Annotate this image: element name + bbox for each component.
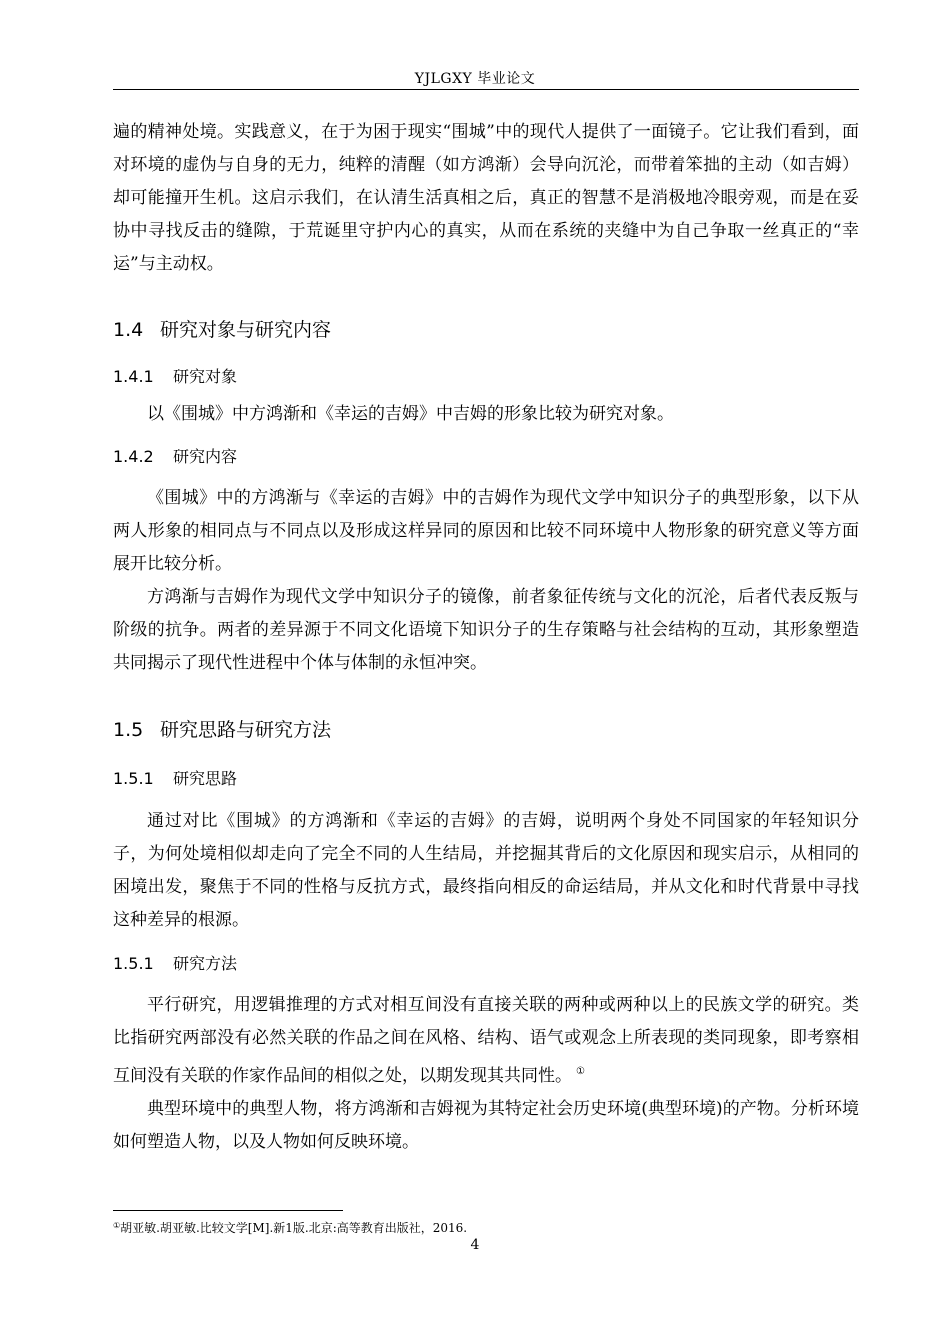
- page-body: [113, 116, 859, 1159]
- research-object-paragraph: 以《围城》中方鸿渐和《幸运的吉姆》中吉姆的形象比较为研究对象。: [147, 404, 674, 424]
- subsection-heading-1-4-1: [113, 364, 859, 390]
- subsection-number: 1.5.1: [113, 769, 154, 788]
- section-number: 1.4: [113, 319, 144, 341]
- footnote-marker: ①: [113, 1221, 121, 1230]
- subsection-heading-research-methods: [113, 951, 859, 977]
- section-title: 研究思路与研究方法: [160, 719, 332, 741]
- research-approach-paragraph: 通过对比《围城》的方鸿渐和《幸运的吉姆》的吉姆，说明两个身处不同国家的年轻知识分子，为何处境相似却走向了完全不同的人生结局，并挖掘其背后的文化原因和现实启示，从相同的困境出发，聚焦于不同的性格与反抗方式，最终指向相反的命运结局，并从文化和时代背景中寻找这种差异的根源。: [113, 811, 859, 930]
- subsection-heading-1-4-2: [113, 444, 859, 470]
- footnote-reference[interactable]: ①: [576, 1066, 585, 1077]
- subsection-heading-1-5-1: [113, 766, 859, 792]
- research-method-paragraph-2: 典型环境中的典型人物，将方鸿渐和吉姆视为其特定社会历史环境(典型环境)的产物。分析环境如何塑造人物，以及人物如何反映环境。: [113, 1099, 859, 1152]
- subsection-number: 1.4.1: [113, 367, 154, 386]
- research-content-paragraph-2: 方鸿渐与吉姆作为现代文学中知识分子的镜像，前者象征传统与文化的沉沦，后者代表反叛与阶级的抗争。两者的差异源于不同文化语境下知识分子的生存策略与社会结构的互动，其形象塑造共同揭示了现代性进程中个体与体制的永恒冲突。: [113, 587, 859, 673]
- footnote-text: 胡亚敏.胡亚敏.比较文学[M].新1版.北京:高等教育出版社，2016.: [120, 1221, 468, 1235]
- subsection-number: 1.5.1: [113, 954, 154, 973]
- subsection-title: 研究方法: [173, 954, 238, 973]
- section-title: 研究对象与研究内容: [160, 319, 332, 341]
- subsection-title: 研究内容: [173, 447, 238, 466]
- method-paragraph-text: 平行研究，用逻辑推理的方式对相互间没有直接关联的两种或两种以上的民族文学的研究。类比指研究两部没有必然关联的作品之间在风格、结构、语气或观念上所表现的类同现象，即考察相互间没有关联的作家作品间的相似之处，以期发现其共同性。: [113, 995, 859, 1086]
- subsection-title: 研究对象: [173, 367, 238, 386]
- section-heading-1-5: [113, 716, 859, 744]
- running-header: YJLGXY 毕业论文: [414, 71, 536, 87]
- page-number: 4: [470, 1237, 480, 1253]
- subsection-number: 1.4.2: [113, 447, 154, 466]
- subsection-title: 研究思路: [173, 769, 238, 788]
- intro-paragraph: 遍的精神处境。实践意义，在于为困于现实“围城”中的现代人提供了一面镜子。它让我们看到，面对环境的虚伪与自身的无力，纯粹的清醒（如方鸿渐）会导向沉沦，而带着笨拙的主动（如吉姆）却可能撞开生机。这启示我们，在认清生活真相之后，真正的智慧不是消极地冷眼旁观，而是在妥协中寻找反击的缝隙，于荒诞里守护内心的真实，从而在系统的夹缝中为自己争取一丝真正的“幸运”与主动权。: [113, 122, 859, 274]
- research-method-paragraph-1: [113, 989, 859, 1093]
- footnote: [113, 1218, 467, 1236]
- header-divider: [113, 89, 859, 90]
- section-heading-1-4: [113, 316, 859, 344]
- footnote-divider: [113, 1210, 343, 1211]
- research-content-paragraph-1: 《围城》中的方鸿渐与《幸运的吉姆》中的吉姆作为现代文学中知识分子的典型形象，以下从两人形象的相同点与不同点以及形成这样异同的原因和比较不同环境中人物形象的研究意义等方面展开比较分析。: [113, 488, 859, 574]
- section-number: 1.5: [113, 719, 144, 741]
